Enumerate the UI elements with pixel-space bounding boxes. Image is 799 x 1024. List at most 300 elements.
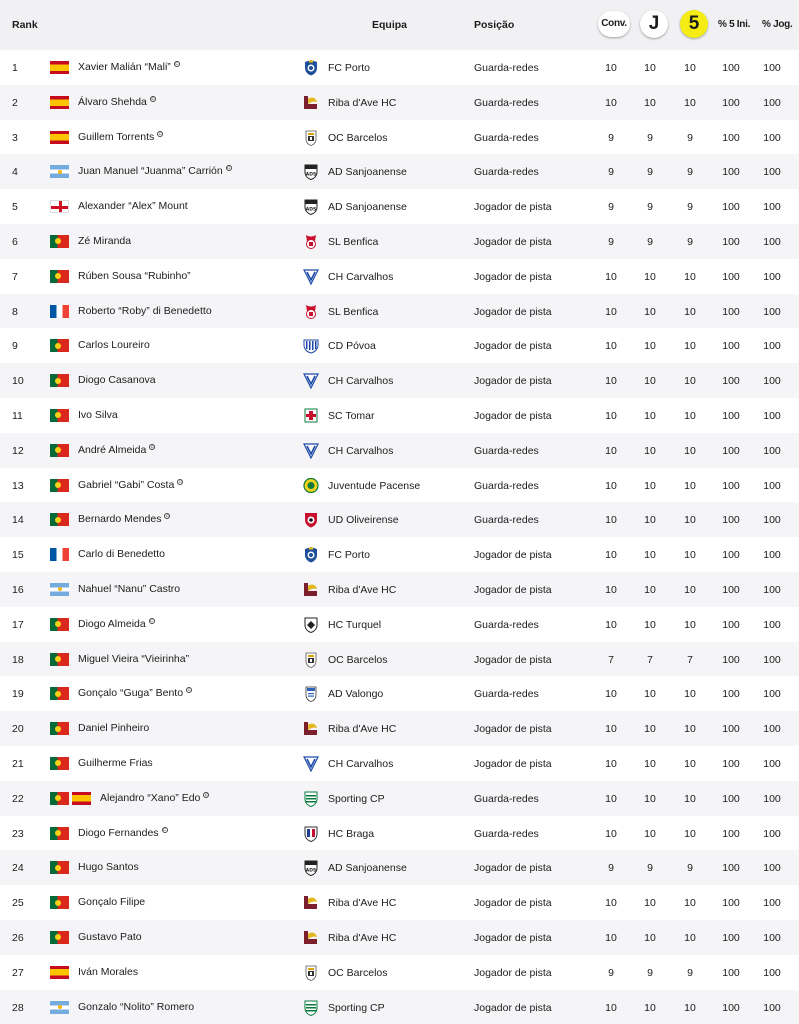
player-name[interactable] xyxy=(78,270,191,283)
nationality-flags xyxy=(50,792,209,805)
team-name[interactable]: Riba d'Ave HC xyxy=(328,931,397,944)
captain-icon: C xyxy=(158,130,162,136)
nationality-flags xyxy=(50,339,150,352)
player-name[interactable] xyxy=(100,792,209,805)
row-rank: 13 xyxy=(12,479,24,492)
stat-pct-jog: 100 xyxy=(763,549,781,562)
club-logo-icon xyxy=(303,407,319,424)
stat-pct-5ini: 100 xyxy=(722,514,740,527)
player-name[interactable] xyxy=(78,653,189,666)
header-pct-5ini[interactable]: % 5 Ini. xyxy=(718,19,751,30)
table-row[interactable] xyxy=(0,816,799,851)
captain-icon: C xyxy=(204,791,208,797)
player-name-text: Nahuel “Nanu” Castro xyxy=(78,582,181,595)
table-row[interactable] xyxy=(0,468,799,503)
stat-j: 10 xyxy=(644,409,656,422)
player-position: Guarda-redes xyxy=(474,479,539,492)
stat-five: 10 xyxy=(684,618,696,631)
team-name[interactable]: UD Oliveirense xyxy=(328,514,399,527)
player-position: Jogador de pista xyxy=(474,723,552,736)
stat-five: 9 xyxy=(687,966,693,979)
player-name[interactable] xyxy=(78,513,170,526)
table-row[interactable] xyxy=(0,642,799,677)
portugal-flag-icon xyxy=(50,896,69,909)
player-name[interactable] xyxy=(78,722,149,735)
stat-pct-5ini: 100 xyxy=(722,131,740,144)
team-name[interactable]: AD Sanjoanense xyxy=(328,862,407,875)
stat-five: 10 xyxy=(684,549,696,562)
row-rank: 27 xyxy=(12,966,24,979)
club-logo-icon xyxy=(303,477,319,494)
stat-pct-5ini: 100 xyxy=(722,409,740,422)
player-name[interactable] xyxy=(78,827,168,840)
table-row[interactable] xyxy=(0,711,799,746)
stat-pct-jog: 100 xyxy=(763,897,781,910)
team-name[interactable]: OC Barcelos xyxy=(328,653,388,666)
stat-five: 10 xyxy=(684,723,696,736)
row-rank: 19 xyxy=(12,688,24,701)
table-row[interactable] xyxy=(0,850,799,885)
nationality-flags xyxy=(50,966,138,979)
captain-icon: C xyxy=(187,687,191,693)
row-rank: 16 xyxy=(12,583,24,596)
club-logo-icon xyxy=(303,163,319,180)
row-rank: 2 xyxy=(12,96,18,109)
team-name[interactable]: SL Benfica xyxy=(328,235,379,248)
stat-pct-jog: 100 xyxy=(763,270,781,283)
player-position: Guarda-redes xyxy=(474,688,539,701)
team-name[interactable]: FC Porto xyxy=(328,549,371,562)
player-name[interactable] xyxy=(78,966,138,979)
player-position: Jogador de pista xyxy=(474,305,552,318)
row-rank: 21 xyxy=(12,757,24,770)
team-name[interactable]: AD Sanjoanense xyxy=(328,201,407,214)
stat-j: 10 xyxy=(644,931,656,944)
table-row[interactable] xyxy=(0,781,799,816)
player-name[interactable] xyxy=(78,757,153,770)
svg-text:ADS: ADS xyxy=(305,868,317,874)
stat-conv: 9 xyxy=(608,131,614,144)
nationality-flags xyxy=(50,1001,194,1014)
player-name-text: Roberto “Roby” di Benedetto xyxy=(78,304,212,317)
team-name[interactable]: OC Barcelos xyxy=(328,966,388,979)
club-logo-icon xyxy=(303,685,319,702)
portugal-flag-icon xyxy=(50,722,69,735)
stat-pct-jog: 100 xyxy=(763,62,781,74)
stat-five: 9 xyxy=(687,235,693,248)
table-row[interactable] xyxy=(0,328,799,363)
player-name-text: Rúben Sousa “Rubinho” xyxy=(78,269,191,282)
stat-j: 9 xyxy=(647,966,653,979)
stat-pct-5ini: 100 xyxy=(722,549,740,562)
table-row[interactable] xyxy=(0,294,799,329)
stat-five: 9 xyxy=(687,131,693,144)
stat-pct-jog: 100 xyxy=(763,757,781,770)
nationality-flags xyxy=(50,270,191,283)
stat-pct-5ini: 100 xyxy=(722,757,740,770)
table-header xyxy=(0,0,799,50)
player-position: Guarda-redes xyxy=(474,131,539,144)
header-j-badge[interactable]: J xyxy=(640,10,668,38)
player-name[interactable] xyxy=(78,444,155,457)
table-row[interactable] xyxy=(0,398,799,433)
stat-pct-jog: 100 xyxy=(763,583,781,596)
player-name[interactable] xyxy=(78,165,232,178)
stat-pct-5ini: 100 xyxy=(722,688,740,701)
stat-five: 10 xyxy=(684,340,696,353)
player-name[interactable] xyxy=(78,131,163,144)
player-name[interactable] xyxy=(78,235,131,248)
stat-five: 10 xyxy=(684,444,696,457)
player-name-text: Gonzalo “Nolito” Romero xyxy=(78,1000,195,1013)
player-position: Jogador de pista xyxy=(474,270,552,283)
portugal-flag-icon xyxy=(50,861,69,874)
header-conv-badge[interactable]: Conv. xyxy=(598,11,630,37)
portugal-flag-icon xyxy=(50,931,69,944)
stat-five: 10 xyxy=(684,792,696,805)
club-logo-icon xyxy=(303,337,319,354)
stat-pct-5ini: 100 xyxy=(722,166,740,179)
stat-conv: 10 xyxy=(605,931,617,944)
stat-conv: 10 xyxy=(605,792,617,805)
team-name[interactable]: Riba d'Ave HC xyxy=(328,96,397,109)
header-five-badge[interactable]: 5 xyxy=(680,10,708,38)
table-row[interactable] xyxy=(0,259,799,294)
player-name[interactable] xyxy=(78,96,156,109)
stat-pct-jog: 100 xyxy=(763,479,781,492)
spain-flag-icon xyxy=(72,792,91,805)
stat-pct-jog: 100 xyxy=(763,166,781,179)
argentina-flag-icon xyxy=(50,165,69,178)
player-name-text: André Almeida xyxy=(78,443,147,456)
stat-pct-5ini: 100 xyxy=(722,375,740,388)
player-position: Jogador de pista xyxy=(474,201,552,214)
table-row[interactable] xyxy=(0,920,799,955)
row-rank: 4 xyxy=(12,166,18,179)
table-row[interactable] xyxy=(0,224,799,259)
stat-pct-jog: 100 xyxy=(763,340,781,353)
row-rank: 24 xyxy=(12,862,24,875)
player-name[interactable] xyxy=(78,618,155,631)
team-name[interactable]: Riba d'Ave HC xyxy=(328,583,397,596)
stat-pct-5ini: 100 xyxy=(722,618,740,631)
stat-conv: 10 xyxy=(605,62,617,74)
club-logo-icon xyxy=(303,790,319,807)
stat-conv: 10 xyxy=(605,270,617,283)
stat-pct-5ini: 100 xyxy=(722,62,740,74)
stat-pct-5ini: 100 xyxy=(722,96,740,109)
nationality-flags xyxy=(50,722,149,735)
stat-pct-jog: 100 xyxy=(763,131,781,144)
portugal-flag-icon xyxy=(50,270,69,283)
nationality-flags xyxy=(50,896,145,909)
stat-five: 10 xyxy=(684,583,696,596)
player-name-text: Alejandro “Xano” Edo xyxy=(100,791,201,804)
stat-pct-5ini: 100 xyxy=(722,897,740,910)
nationality-flags xyxy=(50,618,155,631)
portugal-flag-icon xyxy=(50,792,69,805)
table-row[interactable] xyxy=(0,154,799,189)
player-name[interactable] xyxy=(78,339,150,352)
stat-j: 10 xyxy=(644,479,656,492)
stat-pct-jog: 100 xyxy=(763,723,781,736)
team-name[interactable]: Sporting CP xyxy=(328,1001,385,1014)
team-name[interactable]: SC Tomar xyxy=(328,409,375,422)
header-pct-jog[interactable]: % Jog. xyxy=(762,19,793,30)
nationality-flags xyxy=(50,931,142,944)
table-row[interactable] xyxy=(0,676,799,711)
row-rank: 23 xyxy=(12,827,24,840)
captain-icon: C xyxy=(150,443,154,449)
table-row[interactable] xyxy=(0,990,799,1024)
team-name[interactable]: CD Póvoa xyxy=(328,340,376,353)
team-name[interactable]: CH Carvalhos xyxy=(328,270,394,283)
player-position: Jogador de pista xyxy=(474,966,552,979)
player-name-text: Miguel Vieira “Vieirinha” xyxy=(78,652,190,665)
stat-conv: 10 xyxy=(605,409,617,422)
player-name[interactable] xyxy=(78,861,139,874)
stat-j: 10 xyxy=(644,688,656,701)
stat-conv: 10 xyxy=(605,305,617,318)
portugal-flag-icon xyxy=(50,653,69,666)
stat-five: 10 xyxy=(684,688,696,701)
portugal-flag-icon xyxy=(50,409,69,422)
stat-five: 10 xyxy=(684,897,696,910)
club-logo-icon xyxy=(303,651,319,668)
portugal-flag-icon xyxy=(50,827,69,840)
player-name-text: Daniel Pinheiro xyxy=(78,722,150,735)
club-logo-icon xyxy=(303,929,319,946)
table-row[interactable] xyxy=(0,885,799,920)
team-name[interactable]: CH Carvalhos xyxy=(328,375,394,388)
nationality-flags xyxy=(50,305,212,318)
spain-flag-icon xyxy=(50,966,69,979)
team-name[interactable]: HC Turquel xyxy=(328,618,382,631)
stat-conv: 10 xyxy=(605,444,617,457)
spain-flag-icon xyxy=(50,61,69,74)
stat-conv: 10 xyxy=(605,618,617,631)
stat-pct-jog: 100 xyxy=(763,1001,781,1014)
player-name[interactable] xyxy=(78,374,156,387)
row-rank: 11 xyxy=(12,409,23,422)
nationality-flags xyxy=(50,653,189,666)
table-row[interactable] xyxy=(0,746,799,781)
club-logo-icon xyxy=(303,825,319,842)
row-rank: 5 xyxy=(12,201,18,214)
table-row[interactable] xyxy=(0,189,799,224)
stat-j: 10 xyxy=(644,723,656,736)
player-name[interactable] xyxy=(78,583,180,596)
stat-conv: 10 xyxy=(605,583,617,596)
stat-five: 9 xyxy=(687,201,693,214)
stat-pct-jog: 100 xyxy=(763,862,781,875)
captain-icon: C xyxy=(227,165,231,171)
argentina-flag-icon xyxy=(50,583,69,596)
player-name[interactable] xyxy=(78,687,192,700)
team-name[interactable]: AD Sanjoanense xyxy=(328,166,407,179)
stat-j: 7 xyxy=(647,653,653,666)
table-row[interactable] xyxy=(0,120,799,155)
stat-pct-jog: 100 xyxy=(763,931,781,944)
header-team[interactable]: Equipa xyxy=(372,19,408,31)
stat-conv: 10 xyxy=(605,688,617,701)
header-position[interactable]: Posição xyxy=(474,19,515,31)
stat-pct-jog: 100 xyxy=(763,966,781,979)
player-name-text: Guillem Torrents xyxy=(78,130,155,143)
stat-pct-jog: 100 xyxy=(763,618,781,631)
stat-five: 10 xyxy=(684,409,696,422)
row-rank: 3 xyxy=(12,131,18,144)
team-name[interactable]: Riba d'Ave HC xyxy=(328,723,397,736)
team-name[interactable]: FC Porto xyxy=(328,62,371,74)
row-rank: 1 xyxy=(12,62,18,74)
stat-pct-jog: 100 xyxy=(763,653,781,666)
team-name[interactable]: Riba d'Ave HC xyxy=(328,897,397,910)
stat-five: 10 xyxy=(684,931,696,944)
player-name-text: Carlo di Benedetto xyxy=(78,548,165,561)
stat-pct-jog: 100 xyxy=(763,409,781,422)
nationality-flags xyxy=(50,513,170,526)
stat-pct-jog: 100 xyxy=(763,827,781,840)
team-name[interactable]: AD Valongo xyxy=(328,688,384,701)
stat-pct-jog: 100 xyxy=(763,514,781,527)
player-position: Guarda-redes xyxy=(474,618,539,631)
player-position: Jogador de pista xyxy=(474,862,552,875)
stat-j: 10 xyxy=(644,62,656,74)
player-name[interactable] xyxy=(78,305,212,318)
team-name[interactable]: SL Benfica xyxy=(328,305,379,318)
captain-icon: C xyxy=(150,617,154,623)
stat-five: 10 xyxy=(684,270,696,283)
player-position: Jogador de pista xyxy=(474,375,552,388)
table-row[interactable] xyxy=(0,572,799,607)
nationality-flags xyxy=(50,61,180,74)
stat-conv: 10 xyxy=(605,897,617,910)
stat-j: 10 xyxy=(644,897,656,910)
player-position: Jogador de pista xyxy=(474,757,552,770)
team-name[interactable]: Sporting CP xyxy=(328,792,385,805)
team-name[interactable]: Juventude Pacense xyxy=(328,479,421,492)
team-name[interactable]: OC Barcelos xyxy=(328,131,388,144)
stat-conv: 10 xyxy=(605,723,617,736)
club-logo-icon xyxy=(303,233,319,250)
player-name-text: Guilherme Frias xyxy=(78,756,153,769)
stat-five: 7 xyxy=(687,653,693,666)
player-name-text: Diogo Almeida xyxy=(78,617,146,630)
stat-j: 9 xyxy=(647,166,653,179)
stat-pct-5ini: 100 xyxy=(722,1001,740,1014)
row-rank: 8 xyxy=(12,305,18,318)
team-name[interactable]: CH Carvalhos xyxy=(328,444,394,457)
stat-j: 10 xyxy=(644,340,656,353)
team-name[interactable]: HC Braga xyxy=(328,827,375,840)
stat-pct-5ini: 100 xyxy=(722,270,740,283)
row-rank: 12 xyxy=(12,444,24,457)
stat-j: 10 xyxy=(644,827,656,840)
player-name[interactable] xyxy=(78,200,188,213)
row-rank: 14 xyxy=(12,514,24,527)
player-name-text: Zé Miranda xyxy=(78,234,132,247)
table-row[interactable] xyxy=(0,433,799,468)
team-name[interactable]: CH Carvalhos xyxy=(328,757,394,770)
stat-pct-5ini: 100 xyxy=(722,235,740,248)
player-position: Jogador de pista xyxy=(474,897,552,910)
portugal-flag-icon xyxy=(50,339,69,352)
table-row[interactable] xyxy=(0,85,799,120)
row-rank: 28 xyxy=(12,1001,24,1014)
stat-j: 9 xyxy=(647,862,653,875)
portugal-flag-icon xyxy=(50,374,69,387)
club-logo-icon xyxy=(303,581,319,598)
stat-five: 10 xyxy=(684,375,696,388)
stat-conv: 9 xyxy=(608,966,614,979)
row-rank: 7 xyxy=(12,270,18,283)
player-name[interactable] xyxy=(78,1001,194,1014)
stat-pct-5ini: 100 xyxy=(722,792,740,805)
stat-j: 10 xyxy=(644,549,656,562)
stat-j: 9 xyxy=(647,131,653,144)
row-rank: 9 xyxy=(12,340,18,353)
england-flag-icon xyxy=(50,200,69,213)
stat-conv: 9 xyxy=(608,166,614,179)
table-row[interactable] xyxy=(0,50,799,85)
row-rank: 15 xyxy=(12,549,24,562)
player-name[interactable] xyxy=(78,931,142,944)
table-row[interactable] xyxy=(0,502,799,537)
nationality-flags xyxy=(50,131,163,144)
player-position: Jogador de pista xyxy=(474,549,552,562)
stat-pct-jog: 100 xyxy=(763,305,781,318)
player-name[interactable] xyxy=(78,548,165,561)
stat-pct-5ini: 100 xyxy=(722,966,740,979)
player-name[interactable] xyxy=(78,479,183,492)
stat-conv: 7 xyxy=(608,653,614,666)
stat-five: 10 xyxy=(684,1001,696,1014)
stat-five: 10 xyxy=(684,827,696,840)
table-row[interactable] xyxy=(0,955,799,990)
stat-pct-5ini: 100 xyxy=(722,201,740,214)
row-rank: 6 xyxy=(12,235,18,248)
captain-icon: C xyxy=(178,478,182,484)
table-row[interactable] xyxy=(0,363,799,398)
club-logo-icon xyxy=(303,720,319,737)
table-row[interactable] xyxy=(0,607,799,642)
stat-pct-5ini: 100 xyxy=(722,583,740,596)
table-body xyxy=(0,50,799,1024)
player-name[interactable] xyxy=(78,61,180,74)
stat-pct-jog: 100 xyxy=(763,792,781,805)
nationality-flags xyxy=(50,409,118,422)
player-name[interactable] xyxy=(78,409,118,422)
player-position: Jogador de pista xyxy=(474,340,552,353)
stat-j: 10 xyxy=(644,270,656,283)
argentina-flag-icon xyxy=(50,1001,69,1014)
player-name-text: Juan Manuel “Juanma” Carrión xyxy=(78,165,223,178)
row-rank: 10 xyxy=(12,375,24,388)
stat-five: 10 xyxy=(684,757,696,770)
row-rank: 18 xyxy=(12,653,24,666)
player-name-text: Carlos Loureiro xyxy=(78,339,150,352)
player-position: Guarda-redes xyxy=(474,62,539,74)
captain-icon: C xyxy=(175,61,179,66)
player-name[interactable] xyxy=(78,896,145,909)
stat-pct-5ini: 100 xyxy=(722,444,740,457)
table-row[interactable] xyxy=(0,537,799,572)
row-rank: 25 xyxy=(12,897,24,910)
stat-pct-5ini: 100 xyxy=(722,653,740,666)
stat-conv: 9 xyxy=(608,862,614,875)
header-rank[interactable]: Rank xyxy=(12,19,38,31)
